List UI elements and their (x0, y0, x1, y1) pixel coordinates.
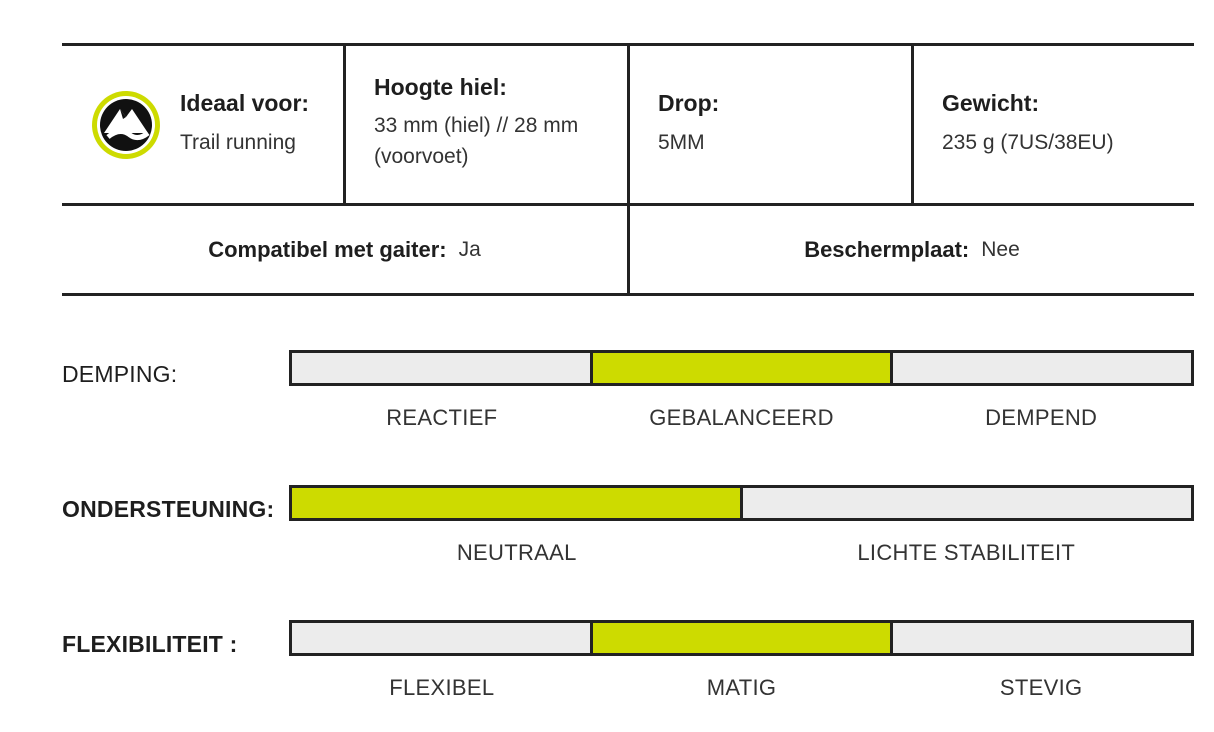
meter-segment (592, 623, 892, 653)
meter-segment (292, 623, 592, 653)
support-option: NEUTRAAL (456, 540, 577, 565)
drop-value: 5MM (658, 131, 705, 154)
flexibility-label: FLEXIBILITEIT : (62, 631, 238, 657)
meter-divider (890, 623, 893, 653)
weight-value: 235 g (7US/38EU) (942, 131, 1114, 154)
meter-segment (592, 353, 892, 383)
meter-divider (740, 488, 743, 518)
meter-segment (292, 353, 592, 383)
meter-divider (590, 353, 593, 383)
plate-value: Nee (981, 237, 1020, 261)
mountain-trail-icon (90, 89, 162, 161)
gaiter-cell (62, 206, 627, 293)
heel-height-cell (346, 46, 627, 203)
support-meter (289, 485, 1194, 521)
heel-height-value: 33 mm (hiel) // 28 mm (voorvoet) (374, 114, 579, 168)
flexibility-option: MATIG (706, 675, 777, 700)
flexibility-option: FLEXIBEL (389, 675, 495, 700)
plate-cell (630, 206, 1194, 293)
cushioning-label: DEMPING: (62, 361, 178, 387)
cushioning-option: REACTIEF (386, 405, 498, 430)
meter-divider (590, 623, 593, 653)
meter-segment (742, 488, 1192, 518)
meter-segment (891, 623, 1191, 653)
drop-cell (630, 46, 911, 203)
support-label: ONDERSTEUNING: (62, 496, 275, 522)
table-bottom-border (62, 293, 1194, 296)
meter-segment (292, 488, 742, 518)
ideal-for-cell (62, 46, 343, 203)
flexibility-meter (289, 620, 1194, 656)
spec-table (62, 43, 1194, 296)
weight-cell (914, 46, 1194, 203)
gaiter-value: Ja (458, 237, 481, 261)
gaiter-label: Compatibel met gaiter: (208, 236, 447, 262)
ideal-for-label: Ideaal voor: (180, 90, 310, 116)
ideal-for-value: Trail running (180, 131, 296, 154)
support-option: LICHTE STABILITEIT (857, 540, 1076, 565)
heel-height-label: Hoogte hiel: (374, 74, 507, 100)
meter-segment (891, 353, 1191, 383)
weight-label: Gewicht: (942, 90, 1040, 116)
cushioning-option: DEMPEND (985, 405, 1098, 430)
plate-label: Beschermplaat: (804, 236, 970, 262)
cushioning-meter (289, 350, 1194, 386)
meter-divider (890, 353, 893, 383)
flexibility-option: STEVIG (999, 675, 1083, 700)
drop-label: Drop: (658, 90, 720, 116)
cushioning-option: GEBALANCEERD (649, 405, 834, 430)
